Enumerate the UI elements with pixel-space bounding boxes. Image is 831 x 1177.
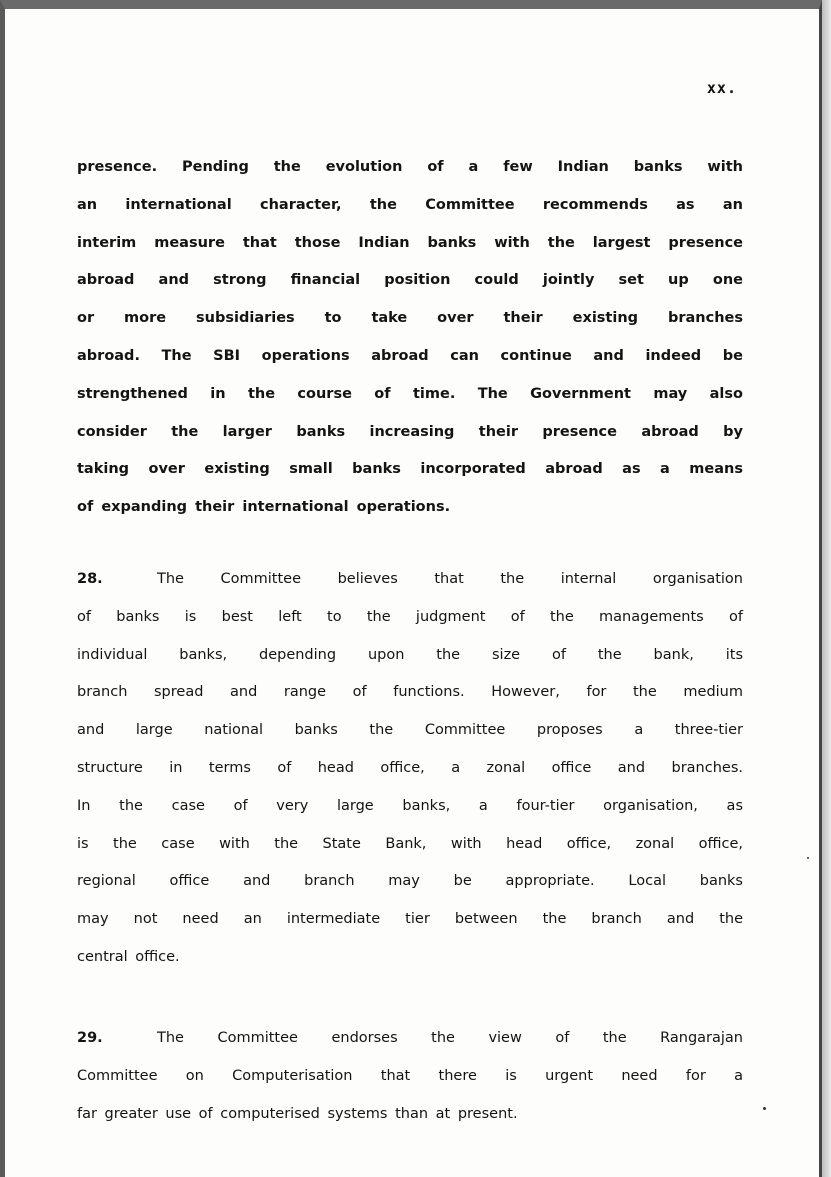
text-line: of banks is best left to the judgment of the managements of [77, 608, 743, 625]
text-line: is the case with the State Bank, with head office, zonal office, [77, 835, 743, 852]
text-line: and large national banks the Committee proposes a three-tier [77, 722, 743, 739]
paragraph-28 [77, 561, 743, 977]
text-line: or more subsidiaries to take over their existing branches [77, 310, 743, 327]
text-line: of expanding their international operations. [77, 499, 451, 516]
text-line: regional office and branch may be appropriate. Local banks [77, 873, 743, 890]
text-line: individual banks, depending upon the size of the bank, its [77, 646, 743, 663]
text-line: may not need an intermediate tier between the branch and the [77, 911, 743, 928]
text-line: abroad. The SBI operations abroad can continue and indeed be [77, 347, 743, 364]
text-line: presence. Pending the evolution of a few Indian banks with [77, 159, 743, 175]
scan-speck [763, 1107, 766, 1110]
text-line: central office. [77, 948, 180, 965]
text-line: The Committee endorses the view of the Rangarajan [157, 1030, 743, 1046]
page-number: xx. [706, 79, 737, 97]
paragraph-27-continued [77, 149, 743, 527]
text-line: consider the larger banks increasing their presence abroad by [77, 423, 743, 440]
text-line: taking over existing small banks incorporated abroad as a means [77, 461, 743, 478]
text-line-first [77, 1020, 743, 1058]
scan-speck [807, 857, 809, 859]
text-line: interim measure that those Indian banks with the largest presence [77, 234, 743, 251]
text-line: Committee on Computerisation that there is urgent need for a [77, 1067, 743, 1084]
text-line: far greater use of computerised systems than at present. [77, 1105, 518, 1122]
paragraph-number: 29. [77, 1030, 103, 1046]
text-line: In the case of very large banks, a four-tier organisation, as [77, 797, 743, 814]
text-line: branch spread and range of functions. However, for the medium [77, 684, 743, 701]
text-line: strengthened in the course of time. The Government may also [77, 385, 743, 402]
text-line: abroad and strong financial position could jointly set up one [77, 272, 743, 289]
page-edge [822, 0, 831, 1177]
text-line-first [77, 561, 743, 599]
paragraph-number: 28. [77, 571, 103, 587]
paragraph-29 [77, 1020, 743, 1133]
text-line: structure in terms of head office, a zonal office and branches. [77, 759, 743, 776]
text-line: The Committee believes that the internal organisation [157, 571, 743, 587]
text-line: an international character, the Committee recommends as an [77, 196, 743, 213]
